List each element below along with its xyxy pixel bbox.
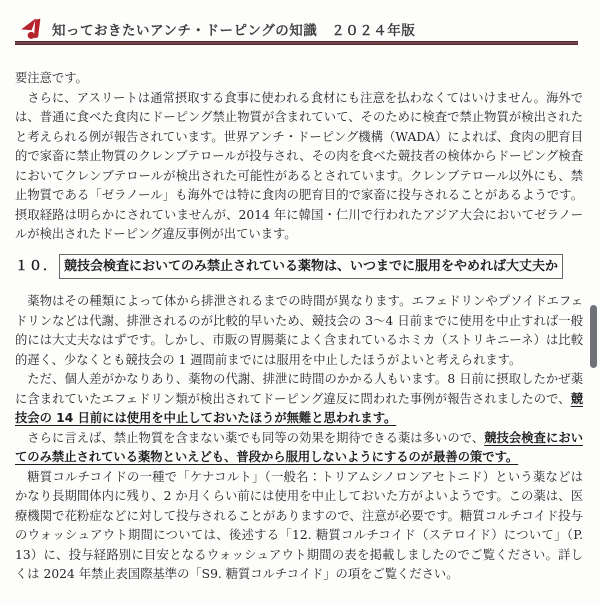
emphasized-text: 競技会検査においてのみ禁止されている薬物といえども、普段から服用しないようにするのが最善の策です。 [15,430,583,464]
section-heading-boxed-text: 競技会検査においてのみ禁止されている薬物は、いつまでに服用をやめれば大丈夫か [59,254,563,280]
emphasized-text: 競技会の 14 日前には使用を中止しておいたほうが無難と思われます。 [15,391,583,425]
paragraph [15,370,583,429]
paragraph-group-bottom [15,292,583,585]
section-heading [15,254,583,280]
page-title: 知っておきたいアンチ・ドーピングの知識 ２０２４年版 [52,23,416,39]
scrollbar-thumb[interactable] [590,305,597,368]
document-header [19,17,585,41]
body-text: 薬物はその種類によって体から排泄されるまでの時間が異なります。エフェドリンやプソイドエフェドリンなどは代謝、排泄されるのが比較的早いため、競技会の 3～4 日前までに使用を中止すれば一般的には大丈夫なはずです。しかし、市販の胃腸薬によく含まれているホミカ（ストリキニーネ）は比較的遅く、少なくとも競技会の 1 週間前までには服用を中止したほうがよいと考えられます。 [15,294,583,367]
document-body [15,69,583,585]
body-text: ただ、個人差がかなりあり、薬物の代謝、排泄に時間のかかる人もいます。8 日前に摂取したかぜ薬に含まれていたエフェドリン類が検出されてドーピング違反に問われた事例が報告されましたので、 [15,372,583,406]
paragraph [15,292,583,370]
body-text: さらに言えば、禁止物質を含まない薬でも同等の効果を期待できる薬は多いので、 [27,430,485,445]
paragraph-group-top [15,69,583,245]
paragraph [15,89,583,245]
body-text: 糖質コルチコイドの一種で「ケナコルト」（一般名：トリアムシノロンアセトニド）という薬などはかなり長期間体内に残り、2 か月くらい前には使用を中止しておいた方がよいようです。この薬は、医療機関で花粉症などに対して投与されることがありますので、注意が必要です。糖質コルチコイド投与のウォッシュアウト期間については、後述する「12. 糖質コルチコイド（ステロイド）について」（P. 13）に、投与経路別に目安となるウォッシュアウト期間の表を掲載しましたのでご覧ください。詳しくは 2024 年禁止表国際基準の「S9. 糖質コルチコイド」の項をご覧ください。 [15,469,583,581]
paragraph [15,69,583,89]
section-number: １０． [15,258,58,274]
anti-doping-brand-icon [19,17,45,41]
paragraph [15,429,583,468]
body-text: 要注意です。 [15,71,88,85]
header-rule-divider [15,41,578,45]
paragraph [15,468,583,585]
body-text: さらに、アスリートは通常摂取する食事に使われる食材にも注意を払わなくてはいけません。海外では、普通に食べた食肉にドーピング禁止物質が含まれていて、そのために検査で禁止物質が検出されたと考えられる例が報告されています。世界アンチ・ドーピング機構（WADA）によれば、食肉の肥育目的で家畜に禁止物質のクレンブテロールが投与され、その肉を食べた競技者の検体からドーピング検査においてクレンブテロールが検出された可能性があるとされています。クレンブテロール以外にも、禁止物質である「ゼラノール」も海外では特に食肉の肥育目的で家畜に投与されることがあるようです。摂取経路は明らかにされていませんが、2014 年に韓国・仁川で行われたアジア大会においてゼラノールが検出されたドーピング違反事例が出ています。 [15,90,583,241]
